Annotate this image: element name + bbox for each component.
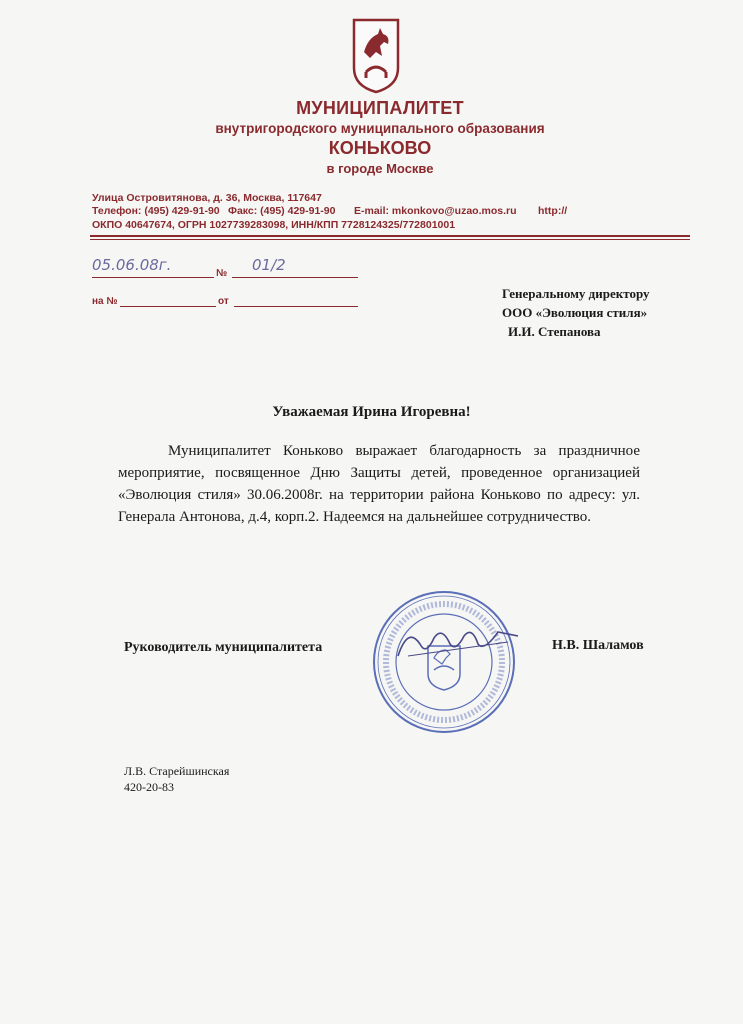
org-website: http://	[538, 205, 568, 217]
from-field-line	[234, 306, 358, 307]
number-label: №	[216, 268, 228, 279]
executor-block	[124, 763, 229, 795]
letterhead-divider-thick	[90, 235, 690, 237]
addressee-name: И.И. Степанова	[508, 324, 601, 339]
org-email: E-mail: mkonkovo@uzao.mos.ru	[354, 205, 517, 217]
org-name: КОНЬКОВО	[328, 138, 432, 158]
org-title: МУНИЦИПАЛИТЕТ	[296, 98, 464, 118]
org-address: Улица Островитянова, д. 36, Москва, 117647	[92, 192, 322, 204]
addressee-position: Генеральному директору	[502, 286, 650, 301]
executor-phone: 420-20-83	[124, 780, 174, 794]
number-field-line	[232, 277, 358, 278]
handwritten-number: 01/2	[252, 256, 286, 274]
org-subtitle: внутригородского муниципального образования	[215, 121, 545, 136]
org-contacts	[92, 205, 567, 217]
org-codes: ОКПО 40647674, ОГРН 1027739283098, ИНН/КПП 7728124325/772801001	[92, 219, 456, 231]
executor-name: Л.В. Старейшинская	[124, 764, 230, 778]
addressee-company: ООО «Эволюция стиля»	[502, 305, 648, 320]
reply-field-line	[120, 306, 216, 307]
letterhead-divider-thin	[90, 239, 690, 240]
org-city: в городе Москве	[326, 161, 434, 176]
signatory-name: Н.В. Шаламов	[552, 638, 644, 653]
org-fax: Факс: (495) 429-91-90	[228, 205, 336, 217]
horse-coat-of-arms-icon	[350, 16, 402, 96]
letter-body	[118, 440, 640, 528]
reply-label: на №	[92, 296, 118, 307]
from-label: от	[218, 296, 229, 307]
org-phone: Телефон: (495) 429-91-90	[92, 205, 220, 217]
date-field-line	[92, 277, 214, 278]
handwritten-date: 05.06.08г.	[92, 256, 172, 274]
addressee-block	[502, 284, 650, 341]
signatory-title: Руководитель муниципалитета	[124, 640, 323, 655]
round-seal-stamp-icon	[368, 586, 520, 738]
body-paragraph: Муниципалитет Коньково выражает благодарность за праздничное мероприятие, посвященное Дню Защиты детей, проведенное организацией «Эволюция стиля» 30.06.2008г. на территории района Коньково по адресу: ул. Генерала Антонова, д.4, корп.2. Надеемся на дальнейшее сотрудничество.	[118, 443, 640, 525]
greeting: Уважаемая Ирина Игоревна!	[272, 404, 471, 420]
